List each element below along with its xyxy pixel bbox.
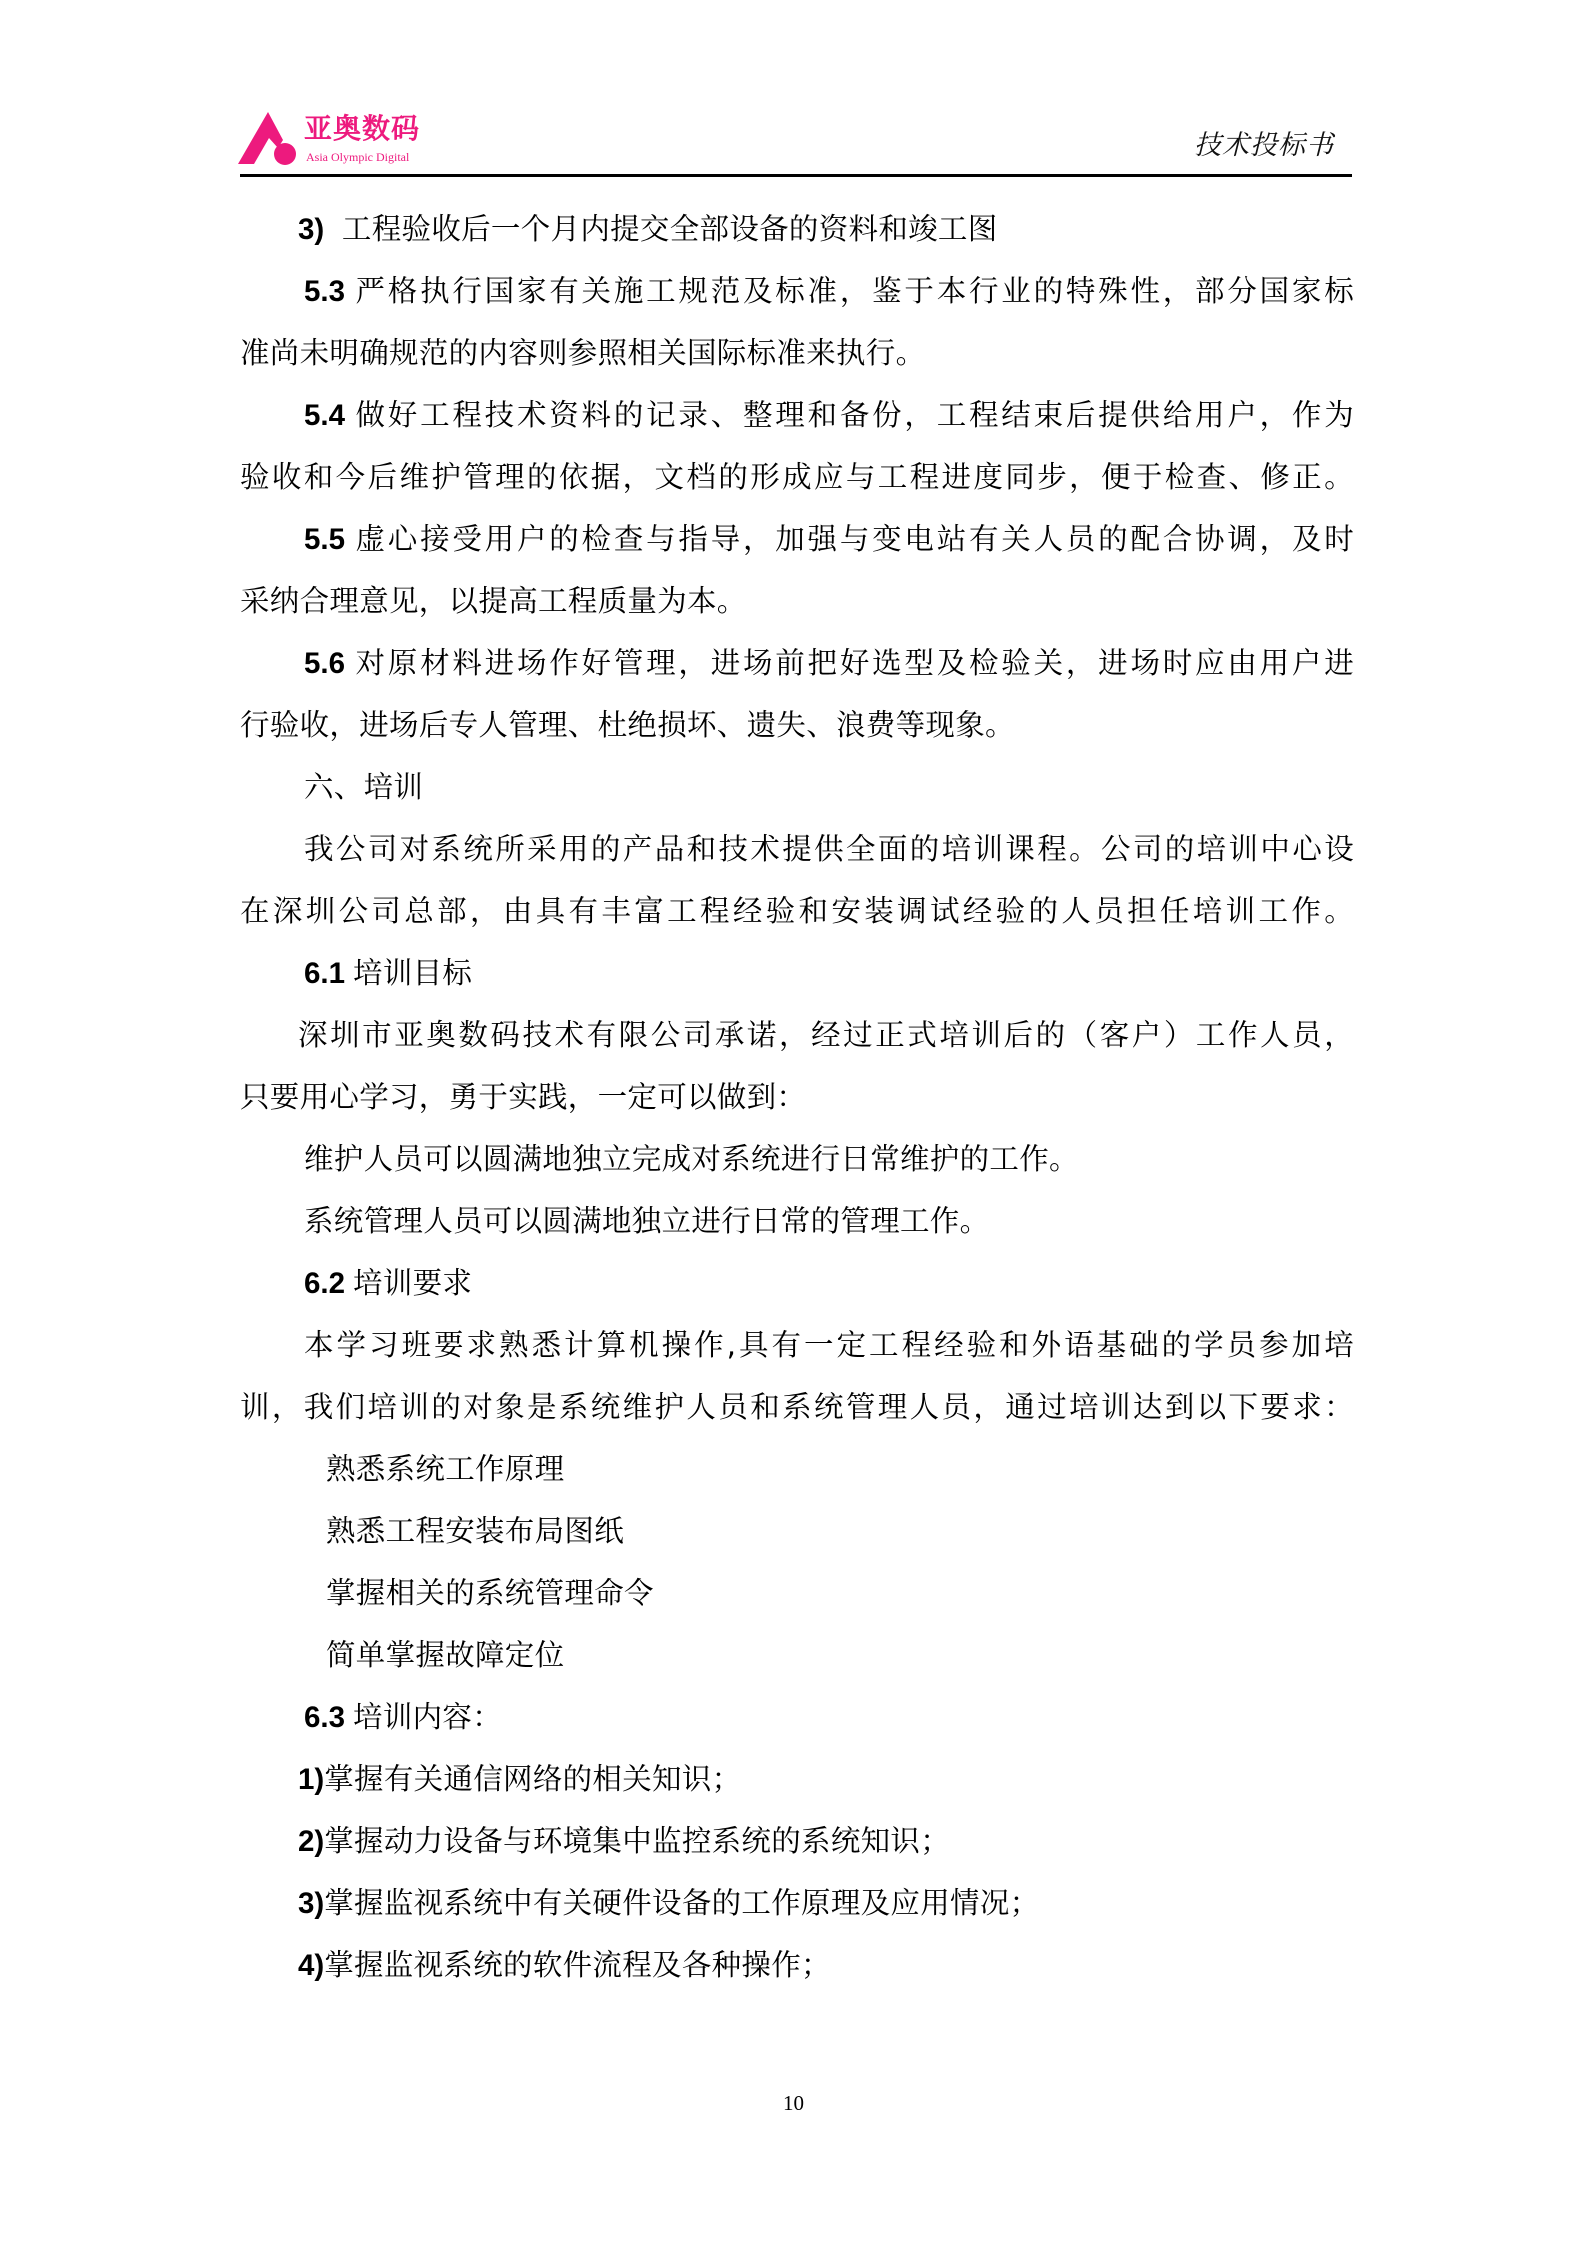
- section-title: 培训目标: [353, 956, 473, 990]
- section-5-6-line-2: 行验收，进场后专人管理、杜绝损坏、遗失、浪费等现象。: [240, 708, 1015, 742]
- section-title: 培训要求: [353, 1266, 473, 1300]
- item-text: 掌握动力设备与环境集中监控系统的系统知识；: [324, 1824, 951, 1858]
- content-item: [240, 1934, 1354, 1996]
- header-divider: [240, 174, 1352, 177]
- section-6-1-heading: [240, 942, 1354, 1004]
- company-logo: [238, 110, 438, 172]
- paragraph-text: 做好工程技术资料的记录、整理和备份，工程结束后提供给用户，作为: [353, 398, 1354, 432]
- paragraph-text: 对原材料进场作好管理，进场前把好选型及检验关，进场时应由用户进: [353, 646, 1354, 680]
- section-6-2-heading: [240, 1252, 1354, 1314]
- section-5-4-line-2: 验收和今后维护管理的依据，文档的形成应与工程进度同步，便于检查、修正。: [240, 460, 1354, 494]
- section-number: 5.4: [304, 399, 346, 432]
- section-number: 5.3: [304, 275, 346, 308]
- item-number: 4): [298, 1949, 325, 1982]
- section-5-3-line-2: 准尚未明确规范的内容则参照相关国际标准来执行。: [240, 336, 926, 370]
- section-5-5-line-1: [240, 508, 1354, 570]
- section-6-2-para-line-1: 本学习班要求熟悉计算机操作,具有一定工程经验和外语基础的学员参加培: [304, 1328, 1354, 1362]
- page-number: 10: [783, 2091, 804, 2115]
- document-body: [240, 198, 1354, 1996]
- chapter-6-heading: 六、培训: [304, 770, 424, 804]
- section-number: 5.6: [304, 647, 346, 680]
- goal-item: 系统管理人员可以圆满地独立进行日常的管理工作。: [304, 1204, 990, 1238]
- item-text: 掌握有关通信网络的相关知识；: [324, 1762, 742, 1796]
- item-text: 掌握监视系统中有关硬件设备的工作原理及应用情况；: [324, 1886, 1040, 1920]
- requirement-item: 简单掌握故障定位: [326, 1638, 565, 1672]
- intro-line-1: 我公司对系统所采用的产品和技术提供全面的培训课程。公司的培训中心设: [304, 832, 1354, 866]
- item-number: 3): [298, 1887, 325, 1920]
- item-number: 1): [298, 1763, 325, 1796]
- requirement-item: 掌握相关的系统管理命令: [326, 1576, 654, 1610]
- logo-name-cn: 亚奥数码: [304, 112, 421, 145]
- section-6-2-para-line-2: 训，我们培训的对象是系统维护人员和系统管理人员，通过培训达到以下要求：: [240, 1390, 1354, 1424]
- section-6-1-para-line-2: 只要用心学习，勇于实践，一定可以做到：: [240, 1080, 807, 1114]
- section-number: 6.3: [304, 1701, 346, 1734]
- section-6-3-heading: [240, 1686, 1354, 1748]
- item-text: 工程验收后一个月内提交全部设备的资料和竣工图: [341, 212, 998, 246]
- document-title: 技术投标书: [1194, 130, 1334, 161]
- section-number: 6.2: [304, 1267, 346, 1300]
- requirement-item: 熟悉系统工作原理: [326, 1452, 565, 1486]
- section-6-1-para-line-1: 深圳市亚奥数码技术有限公司承诺，经过正式培训后的（客户）工作人员，: [298, 1018, 1354, 1052]
- paragraph-text: 严格执行国家有关施工规范及标准，鉴于本行业的特殊性，部分国家标: [353, 274, 1354, 308]
- section-5-5-line-2: 采纳合理意见，以提高工程质量为本。: [240, 584, 747, 618]
- page-header: [238, 108, 1352, 178]
- list-item-3: [240, 198, 1354, 260]
- goal-item: 维护人员可以圆满地独立完成对系统进行日常维护的工作。: [304, 1142, 1079, 1176]
- content-item: [240, 1748, 1354, 1810]
- intro-line-2: 在深圳公司总部，由具有丰富工程经验和安装调试经验的人员担任培训工作。: [240, 894, 1354, 928]
- paragraph-text: 虚心接受用户的检查与指导，加强与变电站有关人员的配合协调，及时: [353, 522, 1354, 556]
- section-title: 培训内容：: [353, 1700, 503, 1734]
- logo-name-en: Asia Olympic Digital: [306, 150, 410, 164]
- section-5-6-line-1: [240, 632, 1354, 694]
- section-number: 6.1: [304, 957, 346, 990]
- content-item: [240, 1872, 1354, 1934]
- content-item: [240, 1810, 1354, 1872]
- section-number: 5.5: [304, 523, 346, 556]
- item-text: 掌握监视系统的软件流程及各种操作；: [324, 1948, 831, 1982]
- item-number: 3): [298, 213, 325, 246]
- requirement-item: 熟悉工程安装布局图纸: [326, 1514, 625, 1548]
- logo-triangle-icon: [238, 110, 302, 166]
- item-number: 2): [298, 1825, 325, 1858]
- section-5-4-line-1: [240, 384, 1354, 446]
- section-5-3-line-1: [240, 260, 1354, 322]
